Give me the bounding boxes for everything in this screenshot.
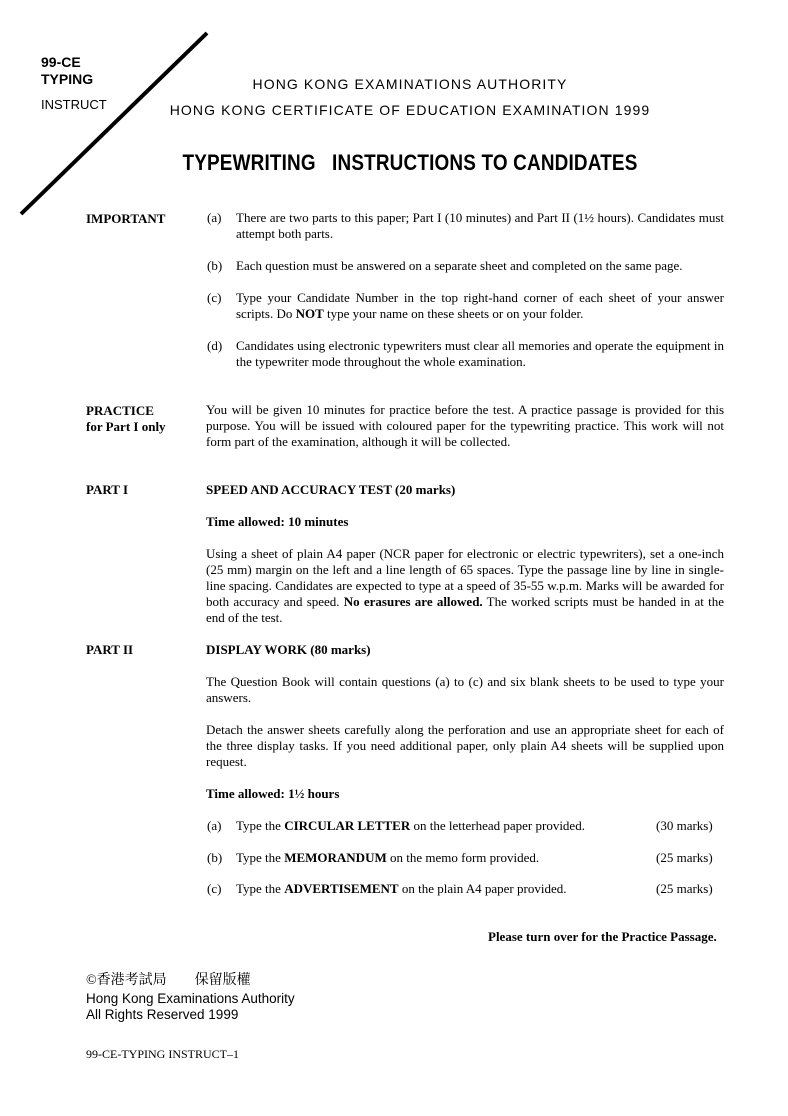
exam-name: HONG KONG CERTIFICATE OF EDUCATION EXAMINATION 1999	[169, 102, 651, 118]
copyright-line2: Hong Kong Examinations Authority	[86, 991, 295, 1006]
important-item-b-marker: (b)	[207, 258, 223, 273]
part1-text-before: Using a sheet of plain A4 paper (NCR paper for electronic or electric typewriters), set a one-inch (25 mm) margin on the left and a line length of 65 spaces. Type the passage line by line in single-line spacing. Candidates are expected to type at a speed of 35-55 w.p.m. Marks will be awarded for both accuracy and speed.	[206, 546, 724, 609]
task-c-text	[236, 881, 566, 897]
task-a-marker: (a)	[207, 818, 222, 833]
paper-code-line2: TYPING	[41, 71, 94, 87]
copyright-chinese: ©香港考試局 保留版權	[86, 973, 251, 988]
part2-time: Time allowed: 1½ hours	[206, 786, 340, 801]
part1-text-after: The worked scripts must be handed in at the end of the test.	[206, 594, 725, 625]
task-a-post: on the letterhead paper provided.	[410, 818, 585, 833]
part1-text-bold: No erasures are allowed.	[343, 594, 483, 609]
task-c-marks: (25 marks)	[656, 881, 713, 896]
paper-code-line3: INSTRUCT	[41, 97, 107, 112]
important-item-b-text: Each question must be answered on a separate sheet and completed on the same page.	[236, 258, 683, 273]
part2-label: PART II	[86, 642, 134, 657]
part2-para1: The Question Book will contain questions (a) to (c) and six blank sheets to be used to type your answers.	[206, 674, 724, 705]
copyright-line3: All Rights Reserved 1999	[86, 1007, 239, 1022]
turn-over-note: Please turn over for the Practice Passage.	[488, 929, 717, 944]
paper-code-line1: 99-CE	[41, 54, 81, 70]
important-item-a-text: There are two parts to this paper; Part I (10 minutes) and Part II (1½ hours). Candidates must attempt both parts.	[236, 210, 724, 241]
practice-label-line2: for Part I only	[86, 419, 166, 434]
task-a-text	[236, 818, 585, 834]
task-b-text	[236, 850, 539, 866]
task-b-bold: MEMORANDUM	[284, 850, 387, 865]
task-c-marker: (c)	[207, 881, 222, 896]
part1-text	[206, 546, 724, 626]
important-item-d-text: Candidates using electronic typewriters must clear all memories and operate the equipment in the typewriter mode throughout the whole examination.	[236, 338, 724, 369]
task-b-post: on the memo form provided.	[386, 850, 540, 865]
task-b-marks: (25 marks)	[656, 850, 713, 865]
page-footer: 99-CE-TYPING INSTRUCT–1	[86, 1047, 239, 1061]
part1-heading: SPEED AND ACCURACY TEST (20 marks)	[206, 482, 456, 497]
task-a-bold: CIRCULAR LETTER	[284, 818, 411, 833]
important-item-c-text-after: type your name on these sheets or on your folder.	[323, 306, 584, 321]
task-b-marker: (b)	[207, 850, 223, 865]
practice-label	[86, 403, 166, 435]
important-item-d-marker: (d)	[207, 338, 223, 353]
important-item-c-marker: (c)	[207, 290, 222, 305]
part2-para2: Detach the answer sheets carefully along the perforation and use an appropriate sheet for each of the three display tasks. If you need additional paper, only plain A4 sheets will be supplied upon request.	[206, 722, 724, 769]
task-b-pre: Type the	[236, 850, 285, 865]
task-c-pre: Type the	[236, 881, 285, 896]
part2-heading: DISPLAY WORK (80 marks)	[206, 642, 371, 657]
task-a-pre: Type the	[236, 818, 285, 833]
part1-time: Time allowed: 10 minutes	[206, 514, 349, 529]
task-c-post: on the plain A4 paper provided.	[398, 881, 567, 896]
page-title: TYPEWRITING INSTRUCTIONS TO CANDIDATES	[182, 150, 638, 175]
task-a-marks: (30 marks)	[656, 818, 713, 833]
authority-name: HONG KONG EXAMINATIONS AUTHORITY	[252, 76, 568, 92]
practice-text: You will be given 10 minutes for practice before the test. A practice passage is provided for this purpose. You will be issued with coloured paper for the typewriting practice. This work will not form part of the examination, although it will be collected.	[206, 402, 724, 449]
important-label: IMPORTANT	[86, 211, 166, 226]
important-item-c-text-bold: NOT	[295, 306, 324, 321]
part1-label: PART I	[86, 482, 129, 497]
important-item-c-text-before: Type your Candidate Number in the top right-hand corner of each sheet of your answer scripts. Do	[236, 290, 724, 321]
practice-label-line1: PRACTICE	[86, 403, 154, 418]
important-item-a-marker: (a)	[207, 210, 222, 225]
task-c-bold: ADVERTISEMENT	[284, 881, 399, 896]
important-item-c-text	[236, 290, 724, 322]
